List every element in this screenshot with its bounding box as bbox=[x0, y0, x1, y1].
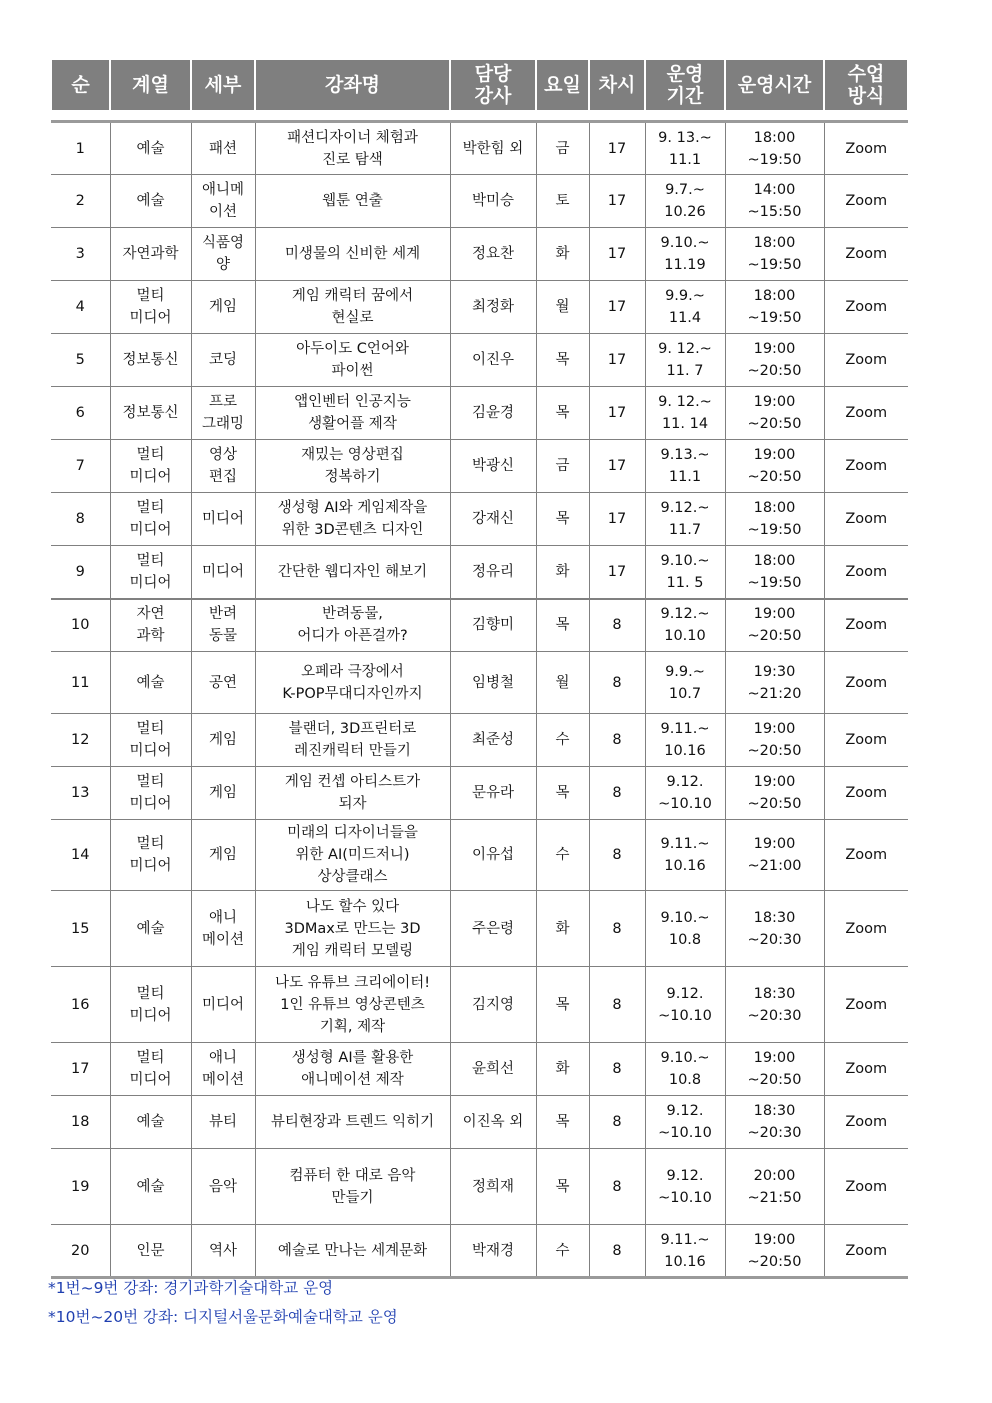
cell-day: 수 bbox=[536, 714, 589, 767]
cell-course-name: 생성형 AI를 활용한 애니메이션 제작 bbox=[255, 1043, 450, 1096]
cell-period: 9.11.~ 10.16 bbox=[645, 1225, 725, 1278]
cell-field: 멀티 미디어 bbox=[110, 440, 191, 493]
header-spacer-cell bbox=[51, 110, 908, 122]
cell-subfield: 코딩 bbox=[191, 334, 255, 387]
cell-day: 화 bbox=[536, 228, 589, 281]
cell-method: Zoom bbox=[824, 122, 908, 175]
cell-time: 19:00 ~20:50 bbox=[725, 599, 824, 652]
cell-field: 예술 bbox=[110, 652, 191, 714]
cell-field: 자연 과학 bbox=[110, 599, 191, 652]
cell-time: 18:30 ~20:30 bbox=[725, 967, 824, 1043]
cell-field: 예술 bbox=[110, 175, 191, 228]
cell-field: 멀티 미디어 bbox=[110, 767, 191, 820]
cell-sessions: 17 bbox=[589, 228, 645, 281]
cell-no: 11 bbox=[51, 652, 110, 714]
cell-course-name: 재밌는 영상편집 정복하기 bbox=[255, 440, 450, 493]
cell-period: 9.12. ~10.10 bbox=[645, 1096, 725, 1149]
header-sessions: 차시 bbox=[589, 60, 645, 110]
cell-period: 9.10.~ 11.19 bbox=[645, 228, 725, 281]
table-body bbox=[51, 110, 908, 1278]
cell-time: 14:00 ~15:50 bbox=[725, 175, 824, 228]
cell-sessions: 17 bbox=[589, 334, 645, 387]
cell-instructor: 박재경 bbox=[450, 1225, 536, 1278]
cell-no: 6 bbox=[51, 387, 110, 440]
cell-no: 14 bbox=[51, 820, 110, 891]
table-row bbox=[51, 891, 908, 967]
cell-field: 정보통신 bbox=[110, 387, 191, 440]
cell-no: 16 bbox=[51, 967, 110, 1043]
cell-no: 17 bbox=[51, 1043, 110, 1096]
table-row bbox=[51, 334, 908, 387]
cell-field: 예술 bbox=[110, 1149, 191, 1225]
cell-course-name: 뷰티현장과 트렌드 익히기 bbox=[255, 1096, 450, 1149]
cell-subfield: 애니 메이션 bbox=[191, 891, 255, 967]
cell-course-name: 나도 할수 있다 3DMax로 만드는 3D 게임 캐릭터 모델링 bbox=[255, 891, 450, 967]
cell-sessions: 8 bbox=[589, 714, 645, 767]
table-row bbox=[51, 820, 908, 891]
cell-subfield: 게임 bbox=[191, 281, 255, 334]
cell-field: 정보통신 bbox=[110, 334, 191, 387]
cell-field: 멀티 미디어 bbox=[110, 967, 191, 1043]
cell-subfield: 식품영 양 bbox=[191, 228, 255, 281]
cell-sessions: 8 bbox=[589, 1149, 645, 1225]
cell-day: 화 bbox=[536, 891, 589, 967]
cell-sessions: 17 bbox=[589, 387, 645, 440]
cell-subfield: 패션 bbox=[191, 122, 255, 175]
table-row bbox=[51, 967, 908, 1043]
cell-course-name: 패션디자이너 체험과 진로 탐색 bbox=[255, 122, 450, 175]
header-method: 수업 방식 bbox=[824, 60, 908, 110]
operator-note-2: *10번~20번 강좌: 디지털서울문화예술대학교 운영 bbox=[48, 1308, 398, 1326]
cell-instructor: 정요찬 bbox=[450, 228, 536, 281]
table-row bbox=[51, 546, 908, 599]
header-day: 요일 bbox=[536, 60, 589, 110]
cell-instructor: 김지영 bbox=[450, 967, 536, 1043]
header-course-name: 강좌명 bbox=[255, 60, 450, 110]
cell-course-name: 나도 유튜브 크리에이터! 1인 유튜브 영상콘텐츠 기획, 제작 bbox=[255, 967, 450, 1043]
cell-period: 9.9.~ 10.7 bbox=[645, 652, 725, 714]
cell-method: Zoom bbox=[824, 1043, 908, 1096]
cell-instructor: 박광신 bbox=[450, 440, 536, 493]
cell-instructor: 문유라 bbox=[450, 767, 536, 820]
cell-no: 13 bbox=[51, 767, 110, 820]
cell-day: 토 bbox=[536, 175, 589, 228]
cell-course-name: 생성형 AI와 게임제작을 위한 3D콘텐츠 디자인 bbox=[255, 493, 450, 546]
cell-period: 9.7.~ 10.26 bbox=[645, 175, 725, 228]
cell-sessions: 8 bbox=[589, 820, 645, 891]
cell-method: Zoom bbox=[824, 1096, 908, 1149]
cell-day: 금 bbox=[536, 440, 589, 493]
header-no: 순 bbox=[51, 60, 110, 110]
cell-field: 예술 bbox=[110, 122, 191, 175]
table-row bbox=[51, 1225, 908, 1278]
cell-field: 멀티 미디어 bbox=[110, 281, 191, 334]
cell-method: Zoom bbox=[824, 546, 908, 599]
cell-method: Zoom bbox=[824, 228, 908, 281]
table-row bbox=[51, 599, 908, 652]
cell-sessions: 8 bbox=[589, 767, 645, 820]
cell-day: 목 bbox=[536, 767, 589, 820]
cell-period: 9.12. ~10.10 bbox=[645, 1149, 725, 1225]
cell-day: 목 bbox=[536, 387, 589, 440]
cell-no: 7 bbox=[51, 440, 110, 493]
cell-field: 자연과학 bbox=[110, 228, 191, 281]
cell-subfield: 게임 bbox=[191, 767, 255, 820]
cell-subfield: 미디어 bbox=[191, 967, 255, 1043]
table-row bbox=[51, 652, 908, 714]
cell-course-name: 오페라 극장에서 K-POP무대디자인까지 bbox=[255, 652, 450, 714]
table-row bbox=[51, 1096, 908, 1149]
cell-course-name: 미래의 디자이너들을 위한 AI(미드저니) 상상클래스 bbox=[255, 820, 450, 891]
course-table bbox=[50, 60, 909, 1279]
cell-method: Zoom bbox=[824, 599, 908, 652]
cell-instructor: 이진우 bbox=[450, 334, 536, 387]
cell-period: 9.11.~ 10.16 bbox=[645, 714, 725, 767]
table-row bbox=[51, 493, 908, 546]
cell-period: 9.13.~ 11.1 bbox=[645, 440, 725, 493]
cell-method: Zoom bbox=[824, 387, 908, 440]
cell-method: Zoom bbox=[824, 820, 908, 891]
cell-period: 9.10.~ 11. 5 bbox=[645, 546, 725, 599]
table-row bbox=[51, 440, 908, 493]
cell-method: Zoom bbox=[824, 175, 908, 228]
cell-course-name: 컴퓨터 한 대로 음악 만들기 bbox=[255, 1149, 450, 1225]
cell-no: 4 bbox=[51, 281, 110, 334]
cell-subfield: 게임 bbox=[191, 714, 255, 767]
cell-day: 목 bbox=[536, 493, 589, 546]
cell-instructor: 정유리 bbox=[450, 546, 536, 599]
cell-method: Zoom bbox=[824, 440, 908, 493]
table-row bbox=[51, 767, 908, 820]
cell-subfield: 영상 편집 bbox=[191, 440, 255, 493]
cell-time: 18:00 ~19:50 bbox=[725, 546, 824, 599]
cell-instructor: 박한힘 외 bbox=[450, 122, 536, 175]
cell-no: 10 bbox=[51, 599, 110, 652]
cell-instructor: 임병철 bbox=[450, 652, 536, 714]
cell-subfield: 반려 동물 bbox=[191, 599, 255, 652]
cell-time: 19:30 ~21:20 bbox=[725, 652, 824, 714]
header-period: 운영 기간 bbox=[645, 60, 725, 110]
cell-instructor: 최준성 bbox=[450, 714, 536, 767]
cell-no: 9 bbox=[51, 546, 110, 599]
cell-sessions: 17 bbox=[589, 493, 645, 546]
cell-period: 9. 12.~ 11. 14 bbox=[645, 387, 725, 440]
cell-field: 멀티 미디어 bbox=[110, 546, 191, 599]
header-instructor: 담당 강사 bbox=[450, 60, 536, 110]
cell-no: 1 bbox=[51, 122, 110, 175]
cell-time: 18:00 ~19:50 bbox=[725, 122, 824, 175]
cell-method: Zoom bbox=[824, 767, 908, 820]
cell-field: 인문 bbox=[110, 1225, 191, 1278]
cell-field: 멀티 미디어 bbox=[110, 714, 191, 767]
cell-time: 20:00 ~21:50 bbox=[725, 1149, 824, 1225]
cell-course-name: 반려동물, 어디가 아픈걸까? bbox=[255, 599, 450, 652]
cell-instructor: 윤희선 bbox=[450, 1043, 536, 1096]
cell-period: 9.9.~ 11.4 bbox=[645, 281, 725, 334]
cell-time: 19:00 ~20:50 bbox=[725, 334, 824, 387]
cell-instructor: 이유섭 bbox=[450, 820, 536, 891]
header-spacer bbox=[51, 110, 908, 122]
header-subfield: 세부 bbox=[191, 60, 255, 110]
cell-no: 5 bbox=[51, 334, 110, 387]
cell-time: 18:00 ~19:50 bbox=[725, 228, 824, 281]
cell-time: 18:30 ~20:30 bbox=[725, 891, 824, 967]
cell-course-name: 블랜더, 3D프린터로 레진캐릭터 만들기 bbox=[255, 714, 450, 767]
cell-time: 18:00 ~19:50 bbox=[725, 493, 824, 546]
cell-no: 12 bbox=[51, 714, 110, 767]
cell-subfield: 게임 bbox=[191, 820, 255, 891]
cell-no: 18 bbox=[51, 1096, 110, 1149]
cell-time: 19:00 ~20:50 bbox=[725, 440, 824, 493]
cell-instructor: 박미승 bbox=[450, 175, 536, 228]
table-row bbox=[51, 387, 908, 440]
cell-sessions: 17 bbox=[589, 281, 645, 334]
cell-day: 월 bbox=[536, 281, 589, 334]
cell-day: 목 bbox=[536, 1096, 589, 1149]
cell-subfield: 음악 bbox=[191, 1149, 255, 1225]
cell-time: 19:00 ~21:00 bbox=[725, 820, 824, 891]
cell-period: 9.10.~ 10.8 bbox=[645, 891, 725, 967]
cell-no: 15 bbox=[51, 891, 110, 967]
cell-sessions: 8 bbox=[589, 1043, 645, 1096]
cell-time: 19:00 ~20:50 bbox=[725, 767, 824, 820]
cell-no: 19 bbox=[51, 1149, 110, 1225]
cell-period: 9.11.~ 10.16 bbox=[645, 820, 725, 891]
cell-field: 예술 bbox=[110, 1096, 191, 1149]
cell-time: 19:00 ~20:50 bbox=[725, 1225, 824, 1278]
cell-course-name: 아두이도 C언어와 파이썬 bbox=[255, 334, 450, 387]
cell-period: 9.12. ~10.10 bbox=[645, 767, 725, 820]
header-row bbox=[51, 60, 908, 110]
cell-method: Zoom bbox=[824, 1225, 908, 1278]
cell-instructor: 주은령 bbox=[450, 891, 536, 967]
cell-period: 9. 12.~ 11. 7 bbox=[645, 334, 725, 387]
cell-instructor: 김윤경 bbox=[450, 387, 536, 440]
cell-subfield: 미디어 bbox=[191, 493, 255, 546]
cell-course-name: 예술로 만나는 세계문화 bbox=[255, 1225, 450, 1278]
cell-day: 화 bbox=[536, 546, 589, 599]
cell-period: 9.10.~ 10.8 bbox=[645, 1043, 725, 1096]
cell-period: 9.12. ~10.10 bbox=[645, 967, 725, 1043]
cell-method: Zoom bbox=[824, 652, 908, 714]
cell-day: 목 bbox=[536, 967, 589, 1043]
cell-no: 2 bbox=[51, 175, 110, 228]
cell-sessions: 17 bbox=[589, 175, 645, 228]
cell-method: Zoom bbox=[824, 493, 908, 546]
cell-day: 금 bbox=[536, 122, 589, 175]
cell-subfield: 뷰티 bbox=[191, 1096, 255, 1149]
cell-course-name: 간단한 웹디자인 해보기 bbox=[255, 546, 450, 599]
cell-day: 화 bbox=[536, 1043, 589, 1096]
cell-sessions: 17 bbox=[589, 122, 645, 175]
table-row bbox=[51, 1149, 908, 1225]
cell-time: 19:00 ~20:50 bbox=[725, 714, 824, 767]
cell-day: 목 bbox=[536, 1149, 589, 1225]
cell-day: 목 bbox=[536, 599, 589, 652]
table-row bbox=[51, 175, 908, 228]
cell-time: 19:00 ~20:50 bbox=[725, 387, 824, 440]
cell-time: 19:00 ~20:50 bbox=[725, 1043, 824, 1096]
cell-no: 8 bbox=[51, 493, 110, 546]
cell-subfield: 역사 bbox=[191, 1225, 255, 1278]
cell-sessions: 8 bbox=[589, 599, 645, 652]
cell-course-name: 웹툰 연출 bbox=[255, 175, 450, 228]
header-field: 계열 bbox=[110, 60, 191, 110]
cell-subfield: 애니메 이션 bbox=[191, 175, 255, 228]
cell-sessions: 8 bbox=[589, 967, 645, 1043]
table-row bbox=[51, 122, 908, 175]
cell-course-name: 게임 캐릭터 꿈에서 현실로 bbox=[255, 281, 450, 334]
cell-no: 3 bbox=[51, 228, 110, 281]
cell-sessions: 8 bbox=[589, 891, 645, 967]
cell-time: 18:30 ~20:30 bbox=[725, 1096, 824, 1149]
table-row bbox=[51, 714, 908, 767]
cell-course-name: 게임 컨셉 아티스트가 되자 bbox=[255, 767, 450, 820]
cell-time: 18:00 ~19:50 bbox=[725, 281, 824, 334]
cell-instructor: 강재신 bbox=[450, 493, 536, 546]
table-row bbox=[51, 281, 908, 334]
cell-day: 목 bbox=[536, 334, 589, 387]
cell-course-name: 앱인벤터 인공지능 생활어플 제작 bbox=[255, 387, 450, 440]
cell-sessions: 17 bbox=[589, 440, 645, 493]
cell-sessions: 17 bbox=[589, 546, 645, 599]
cell-no: 20 bbox=[51, 1225, 110, 1278]
table-row bbox=[51, 228, 908, 281]
table-row bbox=[51, 1043, 908, 1096]
cell-method: Zoom bbox=[824, 281, 908, 334]
cell-period: 9.12.~ 11.7 bbox=[645, 493, 725, 546]
cell-day: 월 bbox=[536, 652, 589, 714]
cell-day: 수 bbox=[536, 1225, 589, 1278]
cell-method: Zoom bbox=[824, 1149, 908, 1225]
cell-instructor: 최정화 bbox=[450, 281, 536, 334]
cell-sessions: 8 bbox=[589, 1096, 645, 1149]
cell-sessions: 8 bbox=[589, 1225, 645, 1278]
cell-field: 멀티 미디어 bbox=[110, 1043, 191, 1096]
cell-subfield: 프로 그래밍 bbox=[191, 387, 255, 440]
cell-method: Zoom bbox=[824, 334, 908, 387]
cell-field: 멀티 미디어 bbox=[110, 820, 191, 891]
cell-day: 수 bbox=[536, 820, 589, 891]
cell-period: 9.12.~ 10.10 bbox=[645, 599, 725, 652]
cell-instructor: 김향미 bbox=[450, 599, 536, 652]
cell-method: Zoom bbox=[824, 714, 908, 767]
cell-instructor: 이진옥 외 bbox=[450, 1096, 536, 1149]
cell-instructor: 정희재 bbox=[450, 1149, 536, 1225]
cell-subfield: 애니 메이션 bbox=[191, 1043, 255, 1096]
cell-course-name: 미생물의 신비한 세계 bbox=[255, 228, 450, 281]
cell-period: 9. 13.~ 11.1 bbox=[645, 122, 725, 175]
cell-method: Zoom bbox=[824, 967, 908, 1043]
cell-method: Zoom bbox=[824, 891, 908, 967]
cell-subfield: 공연 bbox=[191, 652, 255, 714]
cell-sessions: 8 bbox=[589, 652, 645, 714]
header-time: 운영시간 bbox=[725, 60, 824, 110]
operator-note-1: *1번~9번 강좌: 경기과학기술대학교 운영 bbox=[48, 1279, 334, 1297]
cell-field: 멀티 미디어 bbox=[110, 493, 191, 546]
cell-field: 예술 bbox=[110, 891, 191, 967]
cell-subfield: 미디어 bbox=[191, 546, 255, 599]
